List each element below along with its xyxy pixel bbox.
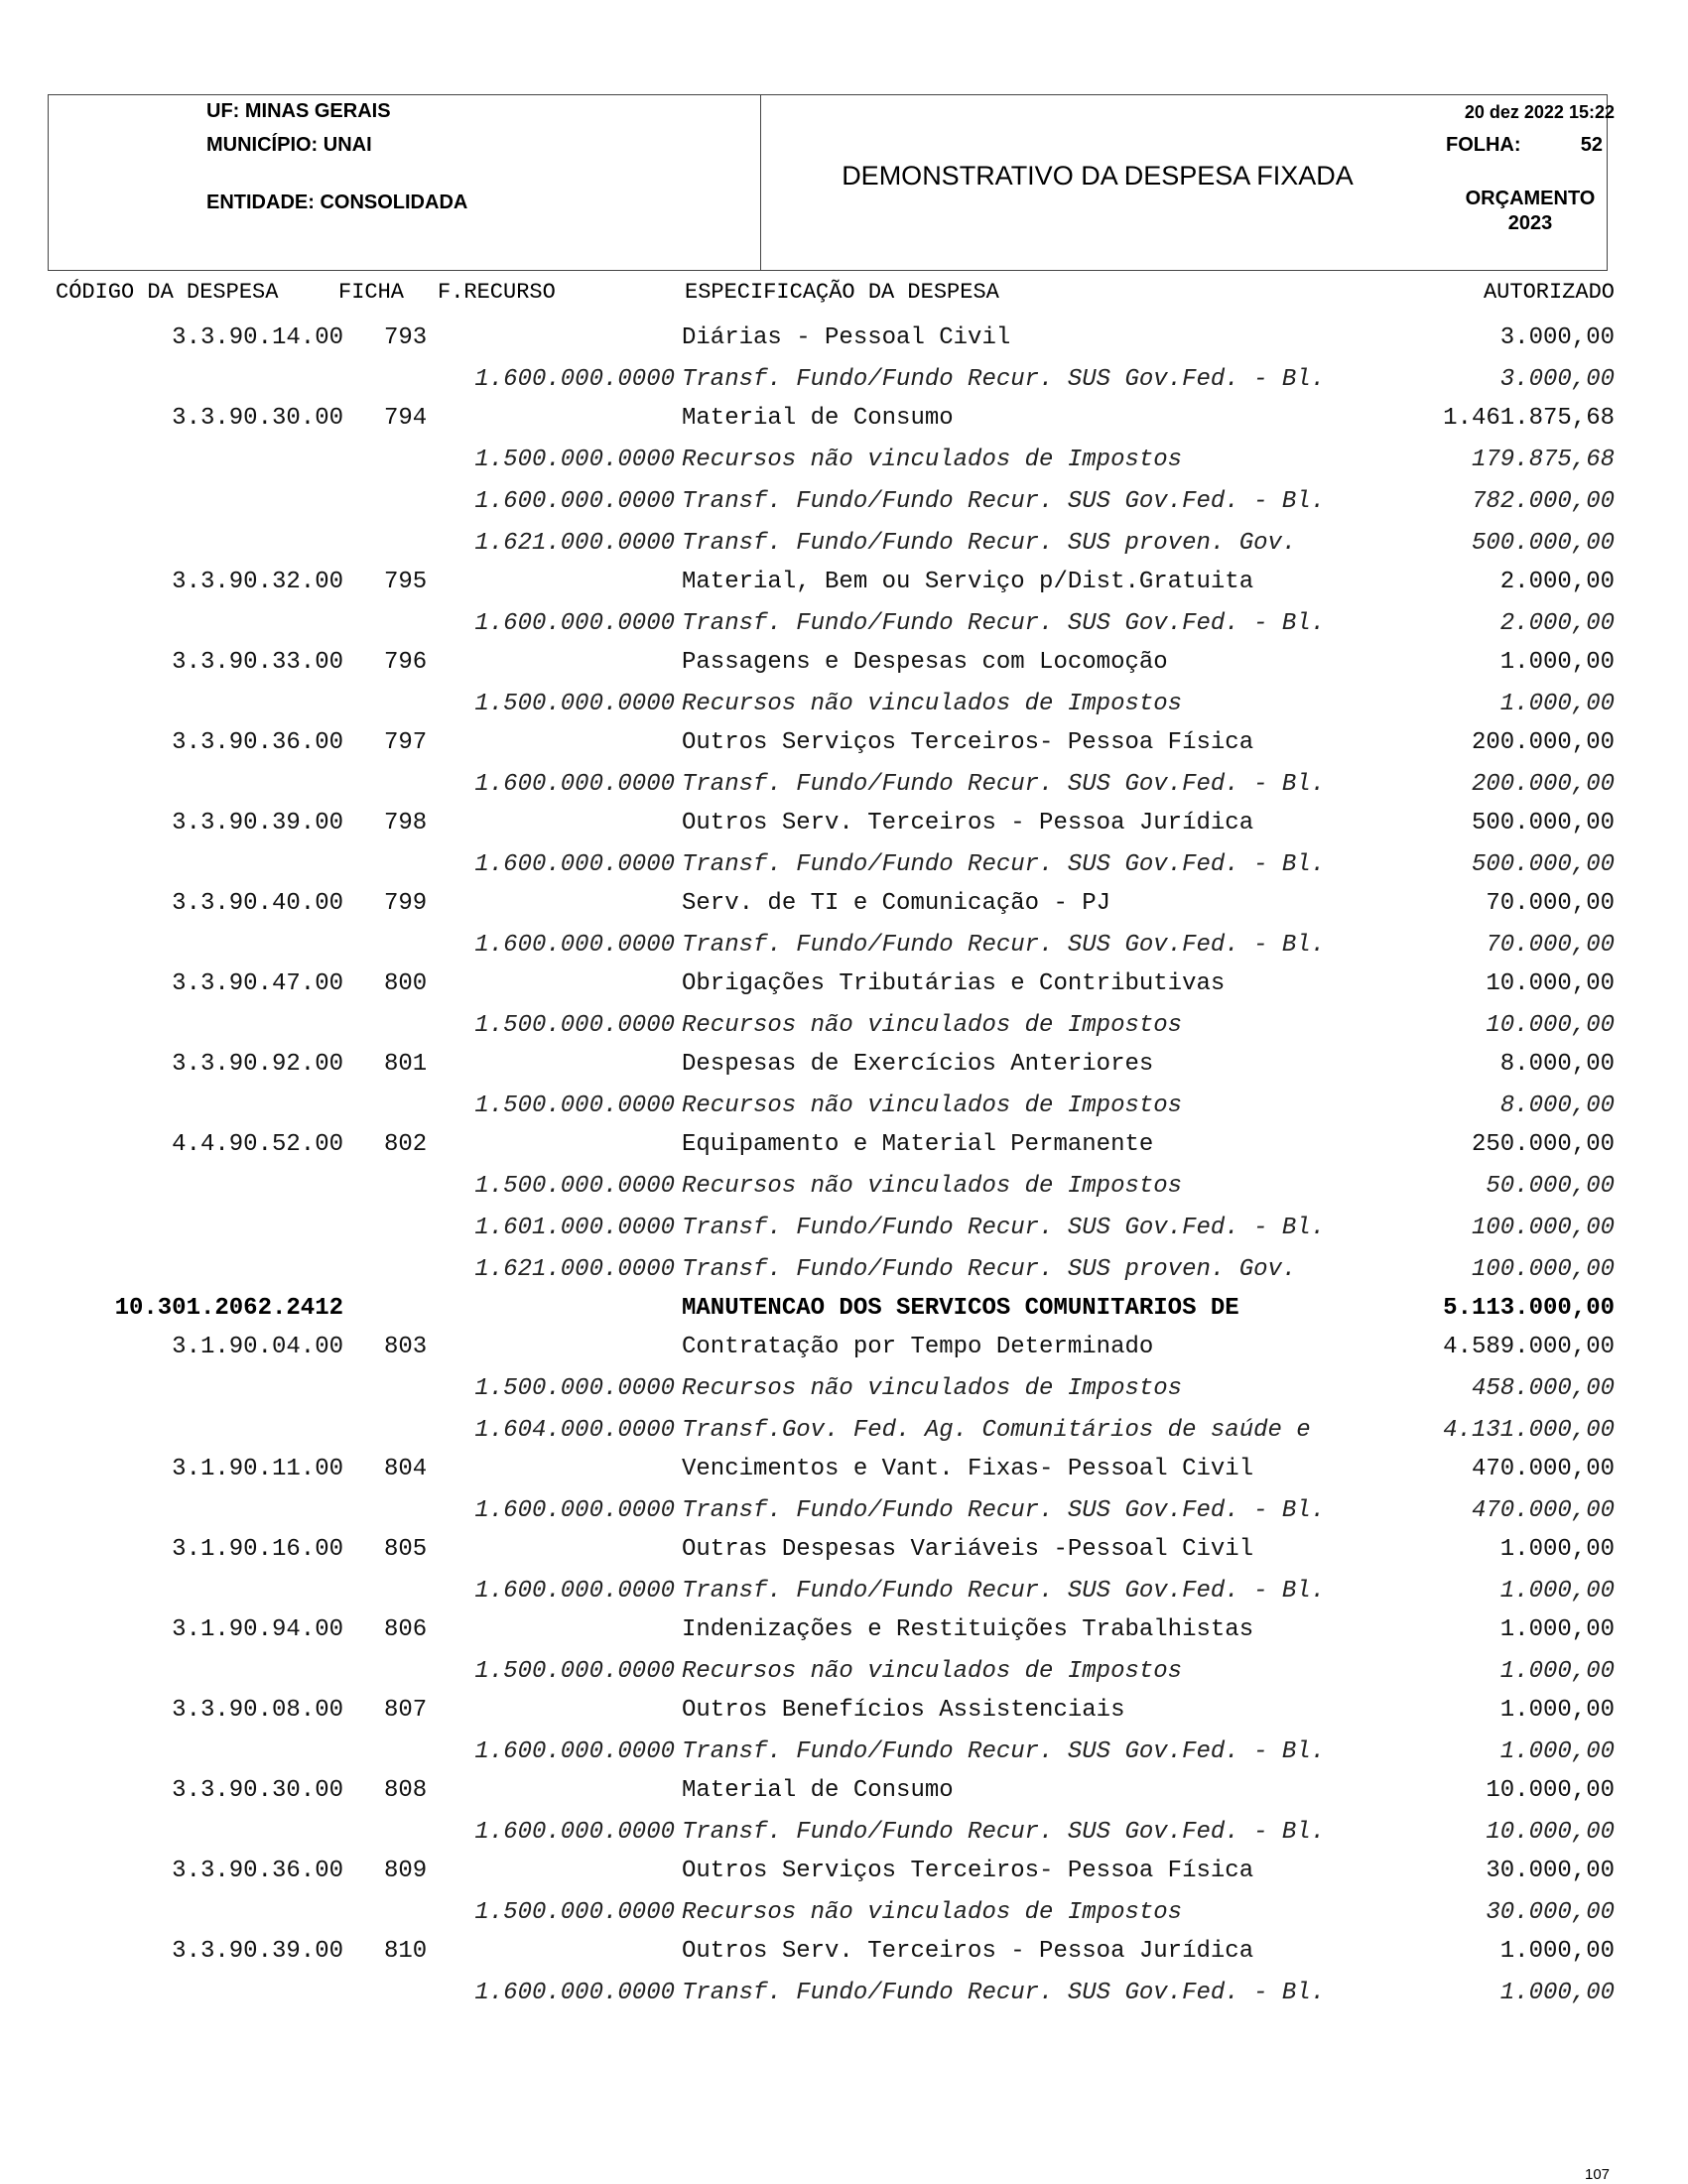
authorized-value: 458.000,00: [1471, 1375, 1615, 1402]
expense-item-row: [0, 729, 1688, 763]
ficha-number: 809: [384, 1858, 428, 1884]
expense-description: Transf. Fundo/Fundo Recur. SUS Gov.Fed. - Bl.: [682, 1497, 1326, 1524]
expense-description: Outros Serviços Terceiros- Pessoa Física: [682, 729, 1254, 756]
expense-description: Transf. Fundo/Fundo Recur. SUS Gov.Fed. - Bl.: [682, 851, 1326, 878]
expense-item-row: [0, 405, 1688, 439]
expense-item-row: [0, 1858, 1688, 1891]
fund-source-row: [0, 1417, 1688, 1451]
fund-source-row: [0, 1658, 1688, 1692]
page-number: 107: [1585, 2166, 1611, 2183]
fund-source-row: [0, 1578, 1688, 1611]
expense-description: Transf. Fundo/Fundo Recur. SUS Gov.Fed. - Bl.: [682, 1578, 1326, 1605]
ficha-number: 797: [384, 729, 428, 756]
expense-item-row: [0, 890, 1688, 924]
authorized-value: 70.000,00: [1486, 932, 1615, 959]
authorized-value: 200.000,00: [1471, 729, 1615, 756]
fund-source-row: [0, 1092, 1688, 1126]
authorized-value: 2.000,00: [1499, 569, 1615, 595]
expense-description: Recursos não vinculados de Impostos: [682, 1658, 1183, 1685]
ficha-number: 798: [384, 810, 428, 836]
expense-code: 3.3.90.30.00: [172, 405, 343, 432]
ficha-number: 796: [384, 649, 428, 676]
fund-source-row: [0, 1012, 1688, 1046]
fund-source-row: [0, 1819, 1688, 1853]
fund-source-code: 1.500.000.0000: [474, 1899, 675, 1926]
fund-source-row: [0, 691, 1688, 724]
expense-description: Recursos não vinculados de Impostos: [682, 447, 1183, 473]
fund-source-code: 1.500.000.0000: [474, 1092, 675, 1119]
ficha-number: 793: [384, 324, 428, 351]
fund-source-row: [0, 366, 1688, 400]
expense-description: Material, Bem ou Serviço p/Dist.Gratuita: [682, 569, 1254, 595]
expense-description: Passagens e Despesas com Locomoção: [682, 649, 1168, 676]
authorized-value: 200.000,00: [1471, 771, 1615, 798]
fund-source-code: 1.621.000.0000: [474, 1256, 675, 1283]
uf-label: UF: MINAS GERAIS: [206, 100, 391, 122]
fund-source-code: 1.500.000.0000: [474, 691, 675, 717]
authorized-value: 8.000,00: [1499, 1092, 1615, 1119]
expense-code: 4.4.90.52.00: [172, 1131, 343, 1158]
fund-source-code: 1.600.000.0000: [474, 1980, 675, 2006]
expense-item-row: [0, 1456, 1688, 1489]
authorized-value: 70.000,00: [1486, 890, 1615, 917]
authorized-value: 1.000,00: [1499, 1697, 1615, 1724]
fund-source-row: [0, 530, 1688, 564]
ficha-number: 806: [384, 1616, 428, 1643]
fund-source-code: 1.621.000.0000: [474, 530, 675, 557]
orcamento-year: 2023: [1507, 212, 1553, 234]
expense-description: Transf. Fundo/Fundo Recur. SUS Gov.Fed. - Bl.: [682, 1819, 1326, 1846]
expense-code: 3.3.90.14.00: [172, 324, 343, 351]
expense-description: Transf. Fundo/Fundo Recur. SUS Gov.Fed. - Bl.: [682, 1215, 1326, 1241]
expense-code: 3.3.90.32.00: [172, 569, 343, 595]
authorized-value: 100.000,00: [1471, 1215, 1615, 1241]
fund-source-code: 1.600.000.0000: [474, 488, 675, 515]
action-row: [0, 1295, 1688, 1329]
authorized-value: 1.000,00: [1499, 649, 1615, 676]
expense-description: Transf. Fundo/Fundo Recur. SUS Gov.Fed. - Bl.: [682, 366, 1326, 393]
fund-source-code: 1.500.000.0000: [474, 1173, 675, 1200]
ficha-number: 807: [384, 1697, 428, 1724]
authorized-value: 50.000,00: [1486, 1173, 1615, 1200]
fund-source-row: [0, 610, 1688, 644]
fund-source-row: [0, 771, 1688, 805]
expense-item-row: [0, 649, 1688, 683]
expense-description: Transf. Fundo/Fundo Recur. SUS Gov.Fed. - Bl.: [682, 610, 1326, 637]
expense-description: Obrigações Tributárias e Contributivas: [682, 970, 1226, 997]
expense-item-row: [0, 1334, 1688, 1367]
folha-label: FOLHA:: [1446, 134, 1521, 156]
expense-item-row: [0, 1616, 1688, 1650]
fund-source-code: 1.600.000.0000: [474, 1738, 675, 1765]
fund-source-code: 1.600.000.0000: [474, 610, 675, 637]
fund-source-code: 1.500.000.0000: [474, 1375, 675, 1402]
expense-item-row: [0, 970, 1688, 1004]
ficha-number: 810: [384, 1938, 428, 1965]
expense-description: Transf. Fundo/Fundo Recur. SUS Gov.Fed. - Bl.: [682, 1980, 1326, 2006]
expense-description: Material de Consumo: [682, 1777, 954, 1804]
expense-description: Outros Serviços Terceiros- Pessoa Física: [682, 1858, 1254, 1884]
ficha-number: 800: [384, 970, 428, 997]
col-header-recurso: F.RECURSO: [438, 280, 556, 305]
authorized-value: 500.000,00: [1471, 530, 1615, 557]
fund-source-code: 1.600.000.0000: [474, 851, 675, 878]
fund-source-code: 1.600.000.0000: [474, 1578, 675, 1605]
expense-code: 3.3.90.39.00: [172, 1938, 343, 1965]
fund-source-code: 1.601.000.0000: [474, 1215, 675, 1241]
expense-description: Material de Consumo: [682, 405, 954, 432]
authorized-value: 10.000,00: [1486, 970, 1615, 997]
expense-description: Despesas de Exercícios Anteriores: [682, 1051, 1154, 1078]
authorized-value: 2.000,00: [1499, 610, 1615, 637]
expense-item-row: [0, 810, 1688, 843]
ficha-number: 794: [384, 405, 428, 432]
ficha-number: 804: [384, 1456, 428, 1482]
authorized-value: 30.000,00: [1486, 1858, 1615, 1884]
expense-code: 3.1.90.94.00: [172, 1616, 343, 1643]
expense-code: 3.3.90.36.00: [172, 729, 343, 756]
expense-description: Recursos não vinculados de Impostos: [682, 1173, 1183, 1200]
expense-description: Recursos não vinculados de Impostos: [682, 691, 1183, 717]
expense-description: Outros Benefícios Assistenciais: [682, 1697, 1125, 1724]
authorized-value: 470.000,00: [1471, 1497, 1615, 1524]
expense-description: MANUTENCAO DOS SERVICOS COMUNITARIOS DE: [682, 1295, 1239, 1322]
expense-code: 10.301.2062.2412: [114, 1295, 343, 1322]
authorized-value: 470.000,00: [1471, 1456, 1615, 1482]
expense-description: Equipamento e Material Permanente: [682, 1131, 1154, 1158]
datetime: 20 dez 2022 15:22: [1464, 102, 1615, 122]
fund-source-row: [0, 488, 1688, 522]
fund-source-code: 1.604.000.0000: [474, 1417, 675, 1444]
fund-source-code: 1.500.000.0000: [474, 1658, 675, 1685]
expense-item-row: [0, 569, 1688, 602]
expense-description: Transf. Fundo/Fundo Recur. SUS Gov.Fed. - Bl.: [682, 932, 1326, 959]
authorized-value: 1.000,00: [1499, 1938, 1615, 1965]
expense-description: Serv. de TI e Comunicação - PJ: [682, 890, 1111, 917]
authorized-value: 1.000,00: [1499, 1616, 1615, 1643]
expense-description: Transf. Fundo/Fundo Recur. SUS proven. Gov.: [682, 1256, 1297, 1283]
expense-description: Transf.Gov. Fed. Ag. Comunitários de saúde e: [682, 1417, 1311, 1444]
col-header-ficha: FICHA: [338, 280, 405, 305]
expense-description: Vencimentos e Vant. Fixas- Pessoal Civil: [682, 1456, 1254, 1482]
authorized-value: 1.000,00: [1499, 691, 1615, 717]
fund-source-row: [0, 447, 1688, 480]
expense-code: 3.3.90.39.00: [172, 810, 343, 836]
authorized-value: 1.000,00: [1499, 1536, 1615, 1563]
col-header-autorizado: AUTORIZADO: [1483, 280, 1615, 305]
expense-code: 3.3.90.40.00: [172, 890, 343, 917]
expense-code: 3.3.90.36.00: [172, 1858, 343, 1884]
authorized-value: 500.000,00: [1471, 810, 1615, 836]
authorized-value: 4.589.000,00: [1443, 1334, 1615, 1360]
fund-source-row: [0, 932, 1688, 965]
fund-source-row: [0, 1256, 1688, 1290]
fund-source-code: 1.600.000.0000: [474, 771, 675, 798]
expense-item-row: [0, 1697, 1688, 1731]
ficha-number: 801: [384, 1051, 428, 1078]
expense-item-row: [0, 1777, 1688, 1811]
expense-description: Outros Serv. Terceiros - Pessoa Jurídica: [682, 810, 1254, 836]
expense-description: Transf. Fundo/Fundo Recur. SUS Gov.Fed. - Bl.: [682, 1738, 1326, 1765]
fund-source-code: 1.500.000.0000: [474, 447, 675, 473]
authorized-value: 30.000,00: [1486, 1899, 1615, 1926]
fund-source-row: [0, 1215, 1688, 1248]
fund-source-code: 1.600.000.0000: [474, 366, 675, 393]
expense-item-row: [0, 324, 1688, 358]
expense-description: Indenizações e Restituições Trabalhistas: [682, 1616, 1254, 1643]
expense-code: 3.1.90.04.00: [172, 1334, 343, 1360]
expense-description: Recursos não vinculados de Impostos: [682, 1375, 1183, 1402]
expense-code: 3.3.90.08.00: [172, 1697, 343, 1724]
col-header-especificacao: ESPECIFICAÇÃO DA DESPESA: [685, 280, 999, 305]
ficha-number: 795: [384, 569, 428, 595]
expense-description: Transf. Fundo/Fundo Recur. SUS proven. Gov.: [682, 530, 1297, 557]
expense-description: Recursos não vinculados de Impostos: [682, 1012, 1183, 1039]
fund-source-row: [0, 1375, 1688, 1409]
authorized-value: 500.000,00: [1471, 851, 1615, 878]
expense-code: 3.1.90.16.00: [172, 1536, 343, 1563]
expense-item-row: [0, 1131, 1688, 1165]
authorized-value: 4.131.000,00: [1443, 1417, 1615, 1444]
page-title: DEMONSTRATIVO DA DESPESA FIXADA: [842, 161, 1354, 191]
entidade-label: ENTIDADE: CONSOLIDADA: [206, 192, 468, 213]
authorized-value: 10.000,00: [1486, 1012, 1615, 1039]
authorized-value: 1.000,00: [1499, 1578, 1615, 1605]
authorized-value: 10.000,00: [1486, 1777, 1615, 1804]
expense-description: Outras Despesas Variáveis -Pessoal Civil: [682, 1536, 1254, 1563]
authorized-value: 179.875,68: [1471, 447, 1615, 473]
expense-code: 3.3.90.30.00: [172, 1777, 343, 1804]
expense-description: Diárias - Pessoal Civil: [682, 324, 1011, 351]
authorized-value: 10.000,00: [1486, 1819, 1615, 1846]
col-header-codigo: CÓDIGO DA DESPESA: [56, 280, 279, 305]
authorized-value: 100.000,00: [1471, 1256, 1615, 1283]
expense-description: Transf. Fundo/Fundo Recur. SUS Gov.Fed. - Bl.: [682, 771, 1326, 798]
authorized-value: 8.000,00: [1499, 1051, 1615, 1078]
expense-item-row: [0, 1051, 1688, 1085]
authorized-value: 250.000,00: [1471, 1131, 1615, 1158]
expense-code: 3.3.90.33.00: [172, 649, 343, 676]
authorized-value: 782.000,00: [1471, 488, 1615, 515]
fund-source-row: [0, 1980, 1688, 2013]
ficha-number: 802: [384, 1131, 428, 1158]
fund-source-row: [0, 1173, 1688, 1207]
expense-description: Recursos não vinculados de Impostos: [682, 1092, 1183, 1119]
municipio-label: MUNICÍPIO: UNAI: [206, 134, 372, 156]
ficha-number: 803: [384, 1334, 428, 1360]
orcamento-label: ORÇAMENTO: [1465, 188, 1596, 209]
expense-code: 3.1.90.11.00: [172, 1456, 343, 1482]
authorized-value: 5.113.000,00: [1443, 1295, 1615, 1322]
authorized-value: 3.000,00: [1499, 366, 1615, 393]
expense-description: Transf. Fundo/Fundo Recur. SUS Gov.Fed. - Bl.: [682, 488, 1326, 515]
authorized-value: 1.000,00: [1499, 1980, 1615, 2006]
ficha-number: 808: [384, 1777, 428, 1804]
expense-description: Outros Serv. Terceiros - Pessoa Jurídica: [682, 1938, 1254, 1965]
authorized-value: 1.461.875,68: [1443, 405, 1615, 432]
ficha-number: 805: [384, 1536, 428, 1563]
fund-source-row: [0, 851, 1688, 885]
authorized-value: 1.000,00: [1499, 1738, 1615, 1765]
fund-source-row: [0, 1738, 1688, 1772]
fund-source-code: 1.600.000.0000: [474, 1819, 675, 1846]
fund-source-code: 1.500.000.0000: [474, 1012, 675, 1039]
expense-description: Recursos não vinculados de Impostos: [682, 1899, 1183, 1926]
fund-source-code: 1.600.000.0000: [474, 1497, 675, 1524]
expense-description: Contratação por Tempo Determinado: [682, 1334, 1154, 1360]
authorized-value: 3.000,00: [1499, 324, 1615, 351]
fund-source-row: [0, 1899, 1688, 1933]
fund-source-row: [0, 1497, 1688, 1531]
expense-code: 3.3.90.92.00: [172, 1051, 343, 1078]
expense-item-row: [0, 1536, 1688, 1570]
ficha-number: 799: [384, 890, 428, 917]
expense-item-row: [0, 1938, 1688, 1972]
fund-source-code: 1.600.000.0000: [474, 932, 675, 959]
expense-code: 3.3.90.47.00: [172, 970, 343, 997]
folha-value: 52: [1580, 134, 1603, 156]
authorized-value: 1.000,00: [1499, 1658, 1615, 1685]
